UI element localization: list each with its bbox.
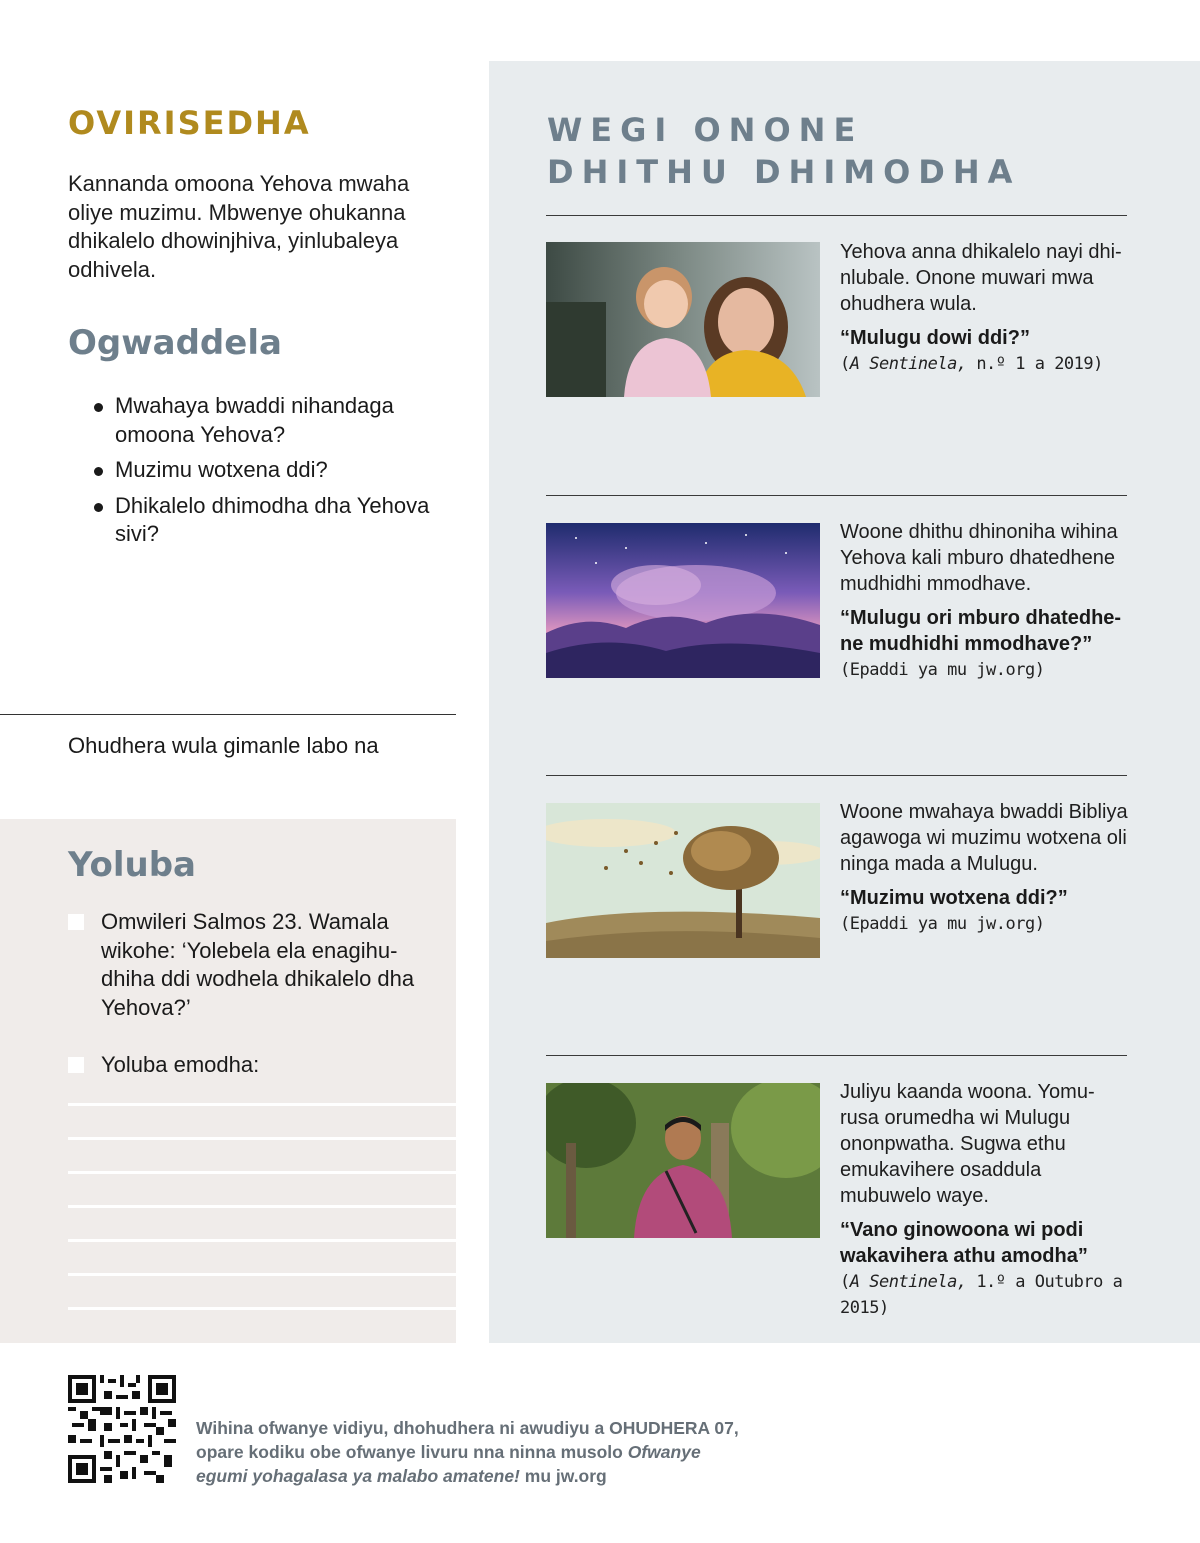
divider: [546, 1055, 1127, 1056]
source-text: (Epaddi ya mu jw.org): [840, 914, 1045, 934]
write-line[interactable]: [68, 1239, 456, 1242]
media-title-link[interactable]: “Vano ginowoona wi podi wakavihera athu amodha”: [840, 1219, 1088, 1267]
source-publication: A Sentinela,: [849, 354, 967, 374]
footer-note: [196, 1416, 756, 1488]
review-title: Yoluba: [68, 845, 196, 885]
write-line[interactable]: [68, 1205, 456, 1208]
discuss-item: [90, 456, 430, 485]
media-description: Juliyu kaanda woona. Yomu-rusa orumedha wi Mulugu ononpwatha. Sugwa ethu emukavihere osaddula mubuwelo waye.: [840, 1081, 1095, 1207]
source-prefix: (: [840, 1272, 850, 1292]
mother-child-photo[interactable]: [546, 242, 820, 397]
overview-text: Kannanda omoona Yehova mwaha oliye muzimu. Mbwenye ohukanna dhikalelo dhowinjhiva, yinlubaleya odhivela.: [68, 171, 410, 282]
write-line[interactable]: [68, 1137, 456, 1140]
divider: [546, 495, 1127, 496]
discuss-item: [90, 492, 430, 549]
write-line[interactable]: [68, 1307, 456, 1310]
overview-title: OVIRISEDHA: [68, 104, 311, 142]
media-title-link[interactable]: “Mulugu dowi ddi?”: [840, 327, 1030, 349]
discuss-title: Ogwaddela: [68, 323, 282, 363]
see-more-title-line1: WEGI ONONE: [547, 111, 864, 149]
discuss-item-text: Muzimu wotxena ddi?: [115, 457, 328, 482]
windblown-tree-illustration[interactable]: [546, 803, 820, 958]
source-prefix: (: [840, 354, 850, 374]
source-publication: A Sentinela,: [849, 1272, 967, 1292]
review-checklist-item[interactable]: [68, 908, 428, 1022]
media-source: [840, 1269, 1132, 1321]
footer-book-title: Ofwanye egumi yohagalasa ya malabo amatene!: [196, 1442, 701, 1486]
man-portrait-photo[interactable]: [546, 1083, 820, 1238]
write-line[interactable]: [68, 1103, 456, 1106]
footer-text-start: Wihina ofwanye vidiyu, dhohudhera ni awudiyu a OHUDHERA 07, opare kodiku obe ofwanye livuru nna ninna musolo: [196, 1418, 739, 1462]
review-checklist-item[interactable]: [68, 1051, 428, 1080]
discuss-item-text: Dhikalelo dhimodha dha Yehova sivi?: [115, 492, 430, 546]
discuss-item-text: Mwahaya bwaddi nihandaga omoona Yehova?: [115, 393, 394, 447]
divider: [0, 714, 456, 715]
media-item-2-text: [840, 519, 1132, 683]
source-issue: 1.º a Outubro a 2015): [840, 1272, 1123, 1318]
media-description: Yehova anna dhikalelo nayi dhi-nlubale. Onone muwari mwa ohudhera wula.: [840, 241, 1122, 315]
see-more-title-line2: DHITHU DHIMODHA: [547, 153, 1021, 191]
bullet-icon: [94, 467, 103, 476]
media-source: [840, 911, 1132, 937]
media-description: Woone mwahaya bwaddi Bibliya agawoga wi muzimu wotxena oli ninga mada a Mulugu.: [840, 801, 1128, 875]
bullet-icon: [94, 503, 103, 512]
bullet-icon: [94, 403, 103, 412]
media-item-3-text: [840, 799, 1132, 937]
source-text: (Epaddi ya mu jw.org): [840, 660, 1045, 680]
discuss-item: [90, 392, 430, 449]
qr-code-icon[interactable]: [68, 1375, 176, 1483]
media-title-link[interactable]: “Muzimu wotxena ddi?”: [840, 887, 1068, 909]
see-more-title: [547, 109, 1020, 193]
write-line[interactable]: [68, 1171, 456, 1174]
source-issue: n.º 1 a 2019): [966, 354, 1103, 374]
review-item-text: Omwileri Salmos 23. Wamala wikohe: ‘Yolebela ela enagihu-dhiha ddi wodhela dhikalelo dha Yehova?’: [101, 909, 415, 1020]
divider: [546, 775, 1127, 776]
night-sky-mountains-image[interactable]: [546, 523, 820, 678]
see-more-panel: [489, 61, 1200, 1343]
next-time-label: Ohudhera wula gimanle labo na: [68, 733, 379, 758]
divider: [546, 215, 1127, 216]
review-item-text: Yoluba emodha:: [101, 1052, 260, 1077]
media-description: Woone dhithu dhinoniha wihina Yehova kali mburo dhatedhene mudhidhi mmodhave.: [840, 521, 1118, 595]
footer-text-end: mu jw.org: [519, 1466, 607, 1486]
discuss-list: [90, 392, 430, 556]
media-title-link[interactable]: “Mulugu ori mburo dhatedhe-ne mudhidhi mmodhave?”: [840, 607, 1122, 655]
checkbox[interactable]: [68, 1057, 84, 1073]
checkbox[interactable]: [68, 914, 84, 930]
media-item-4-text: [840, 1079, 1132, 1321]
review-box: [0, 819, 456, 1343]
media-item-1-text: [840, 239, 1132, 377]
media-source: [840, 657, 1132, 683]
write-line[interactable]: [68, 1273, 456, 1276]
media-source: [840, 351, 1132, 377]
